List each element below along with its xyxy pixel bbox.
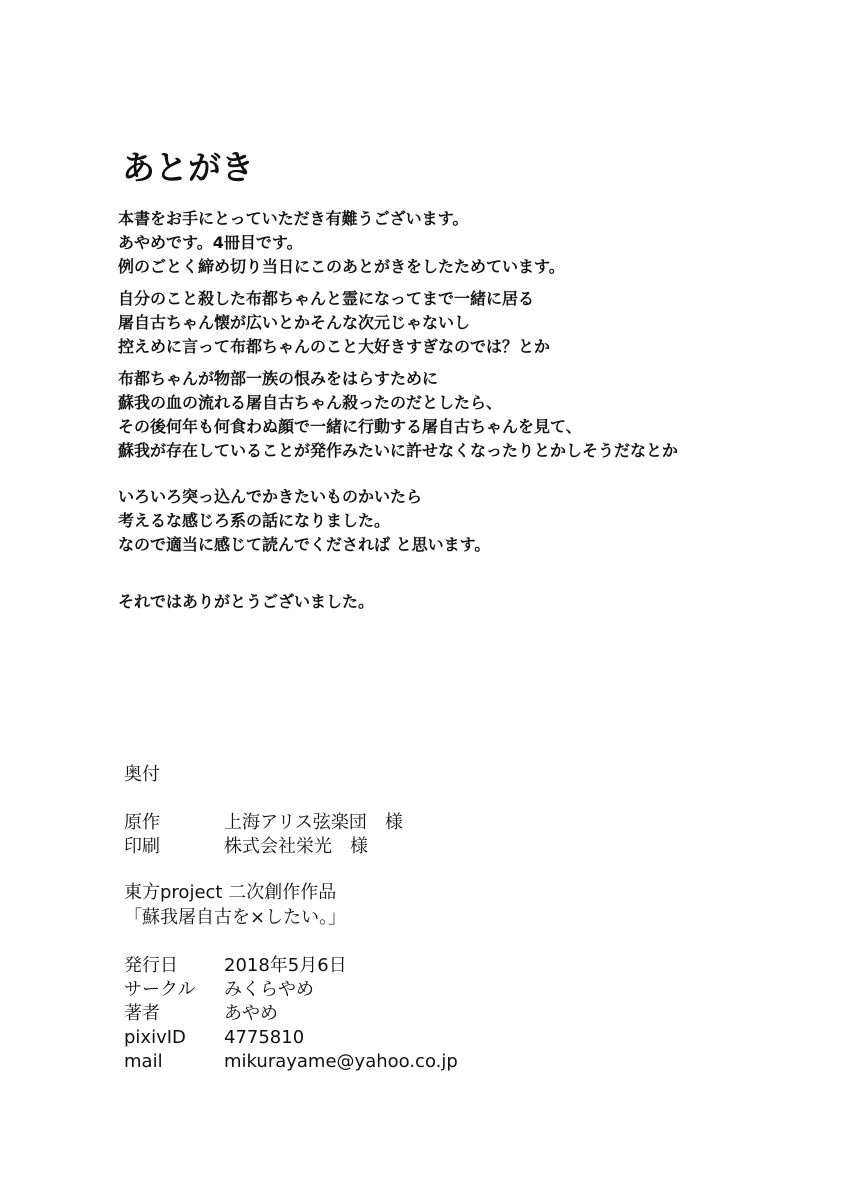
afterword-line: 控えめに言って布都ちゃんのこと大好きすぎなのでは？とか <box>118 337 551 356</box>
afterword-line: いろいろ突っ込んでかきたいものかいたら <box>118 487 423 506</box>
colophon-label: pixivID <box>124 1027 186 1048</box>
colophon-label: 発行日 <box>124 955 178 976</box>
colophon-label: 印刷 <box>124 836 160 857</box>
colophon-value: 上海アリス弦楽団 様 <box>224 812 403 833</box>
afterword-line: なので適当に感じて読んでくだされば と思います。 <box>118 535 491 554</box>
work-title: 「蘇我屠自古を×したい。」 <box>124 907 347 928</box>
afterword-line: 自分のこと殺した布都ちゃんと霊になってまで一緒に居る <box>118 289 535 308</box>
afterword-paragraph-2 <box>118 287 550 359</box>
work-series: 東方project 二次創作作品 <box>124 882 337 903</box>
afterword-title: あとがき <box>122 148 254 187</box>
afterword-line: 布都ちゃんが物部一族の恨みをはらすために <box>118 369 439 388</box>
colophon-value: mikurayame@yahoo.co.jp <box>224 1051 458 1072</box>
afterword-paragraph-1 <box>118 207 565 279</box>
colophon-label: 原作 <box>124 812 160 833</box>
colophon-value: 株式会社栄光 様 <box>224 836 368 857</box>
colophon-label: サークル <box>124 979 196 1000</box>
colophon-value: あやめ <box>224 1003 278 1024</box>
afterword-paragraph-5 <box>118 590 374 614</box>
colophon-value: 4775810 <box>224 1027 305 1048</box>
afterword-line: それではありがとうございました。 <box>118 592 375 611</box>
afterword-paragraph-4 <box>118 485 490 557</box>
afterword-line: 屠自古ちゃん懐が広いとかそんな次元じゃないし <box>118 313 471 332</box>
afterword-line: 本書をお手にとっていただき有難うございます。 <box>118 209 469 228</box>
colophon-value: みくらやめ <box>224 979 314 1000</box>
afterword-line: 蘇我が存在していることが発作みたいに許せなくなったりとかしそうだなとか <box>118 441 679 460</box>
afterword-line: 例のごとく締め切り当日にこのあとがきをしたためています。 <box>118 257 565 276</box>
afterword-line: あやめです。4冊目です。 <box>118 233 303 252</box>
afterword-line: その後何年も何食わぬ顔で一緒に行動する屠自古ちゃんを見て、 <box>118 417 582 436</box>
colophon-title: 奥付 <box>124 764 160 785</box>
colophon-label: mail <box>124 1051 163 1072</box>
colophon-value: 2018年5月6日 <box>224 955 347 976</box>
colophon-label: 著者 <box>124 1003 160 1024</box>
afterword-paragraph-3 <box>118 367 678 463</box>
afterword-line: 考えるな感じろ系の話になりました。 <box>118 511 391 530</box>
afterword-line: 蘇我の血の流れる屠自古ちゃん殺ったのだとしたら、 <box>118 393 503 412</box>
